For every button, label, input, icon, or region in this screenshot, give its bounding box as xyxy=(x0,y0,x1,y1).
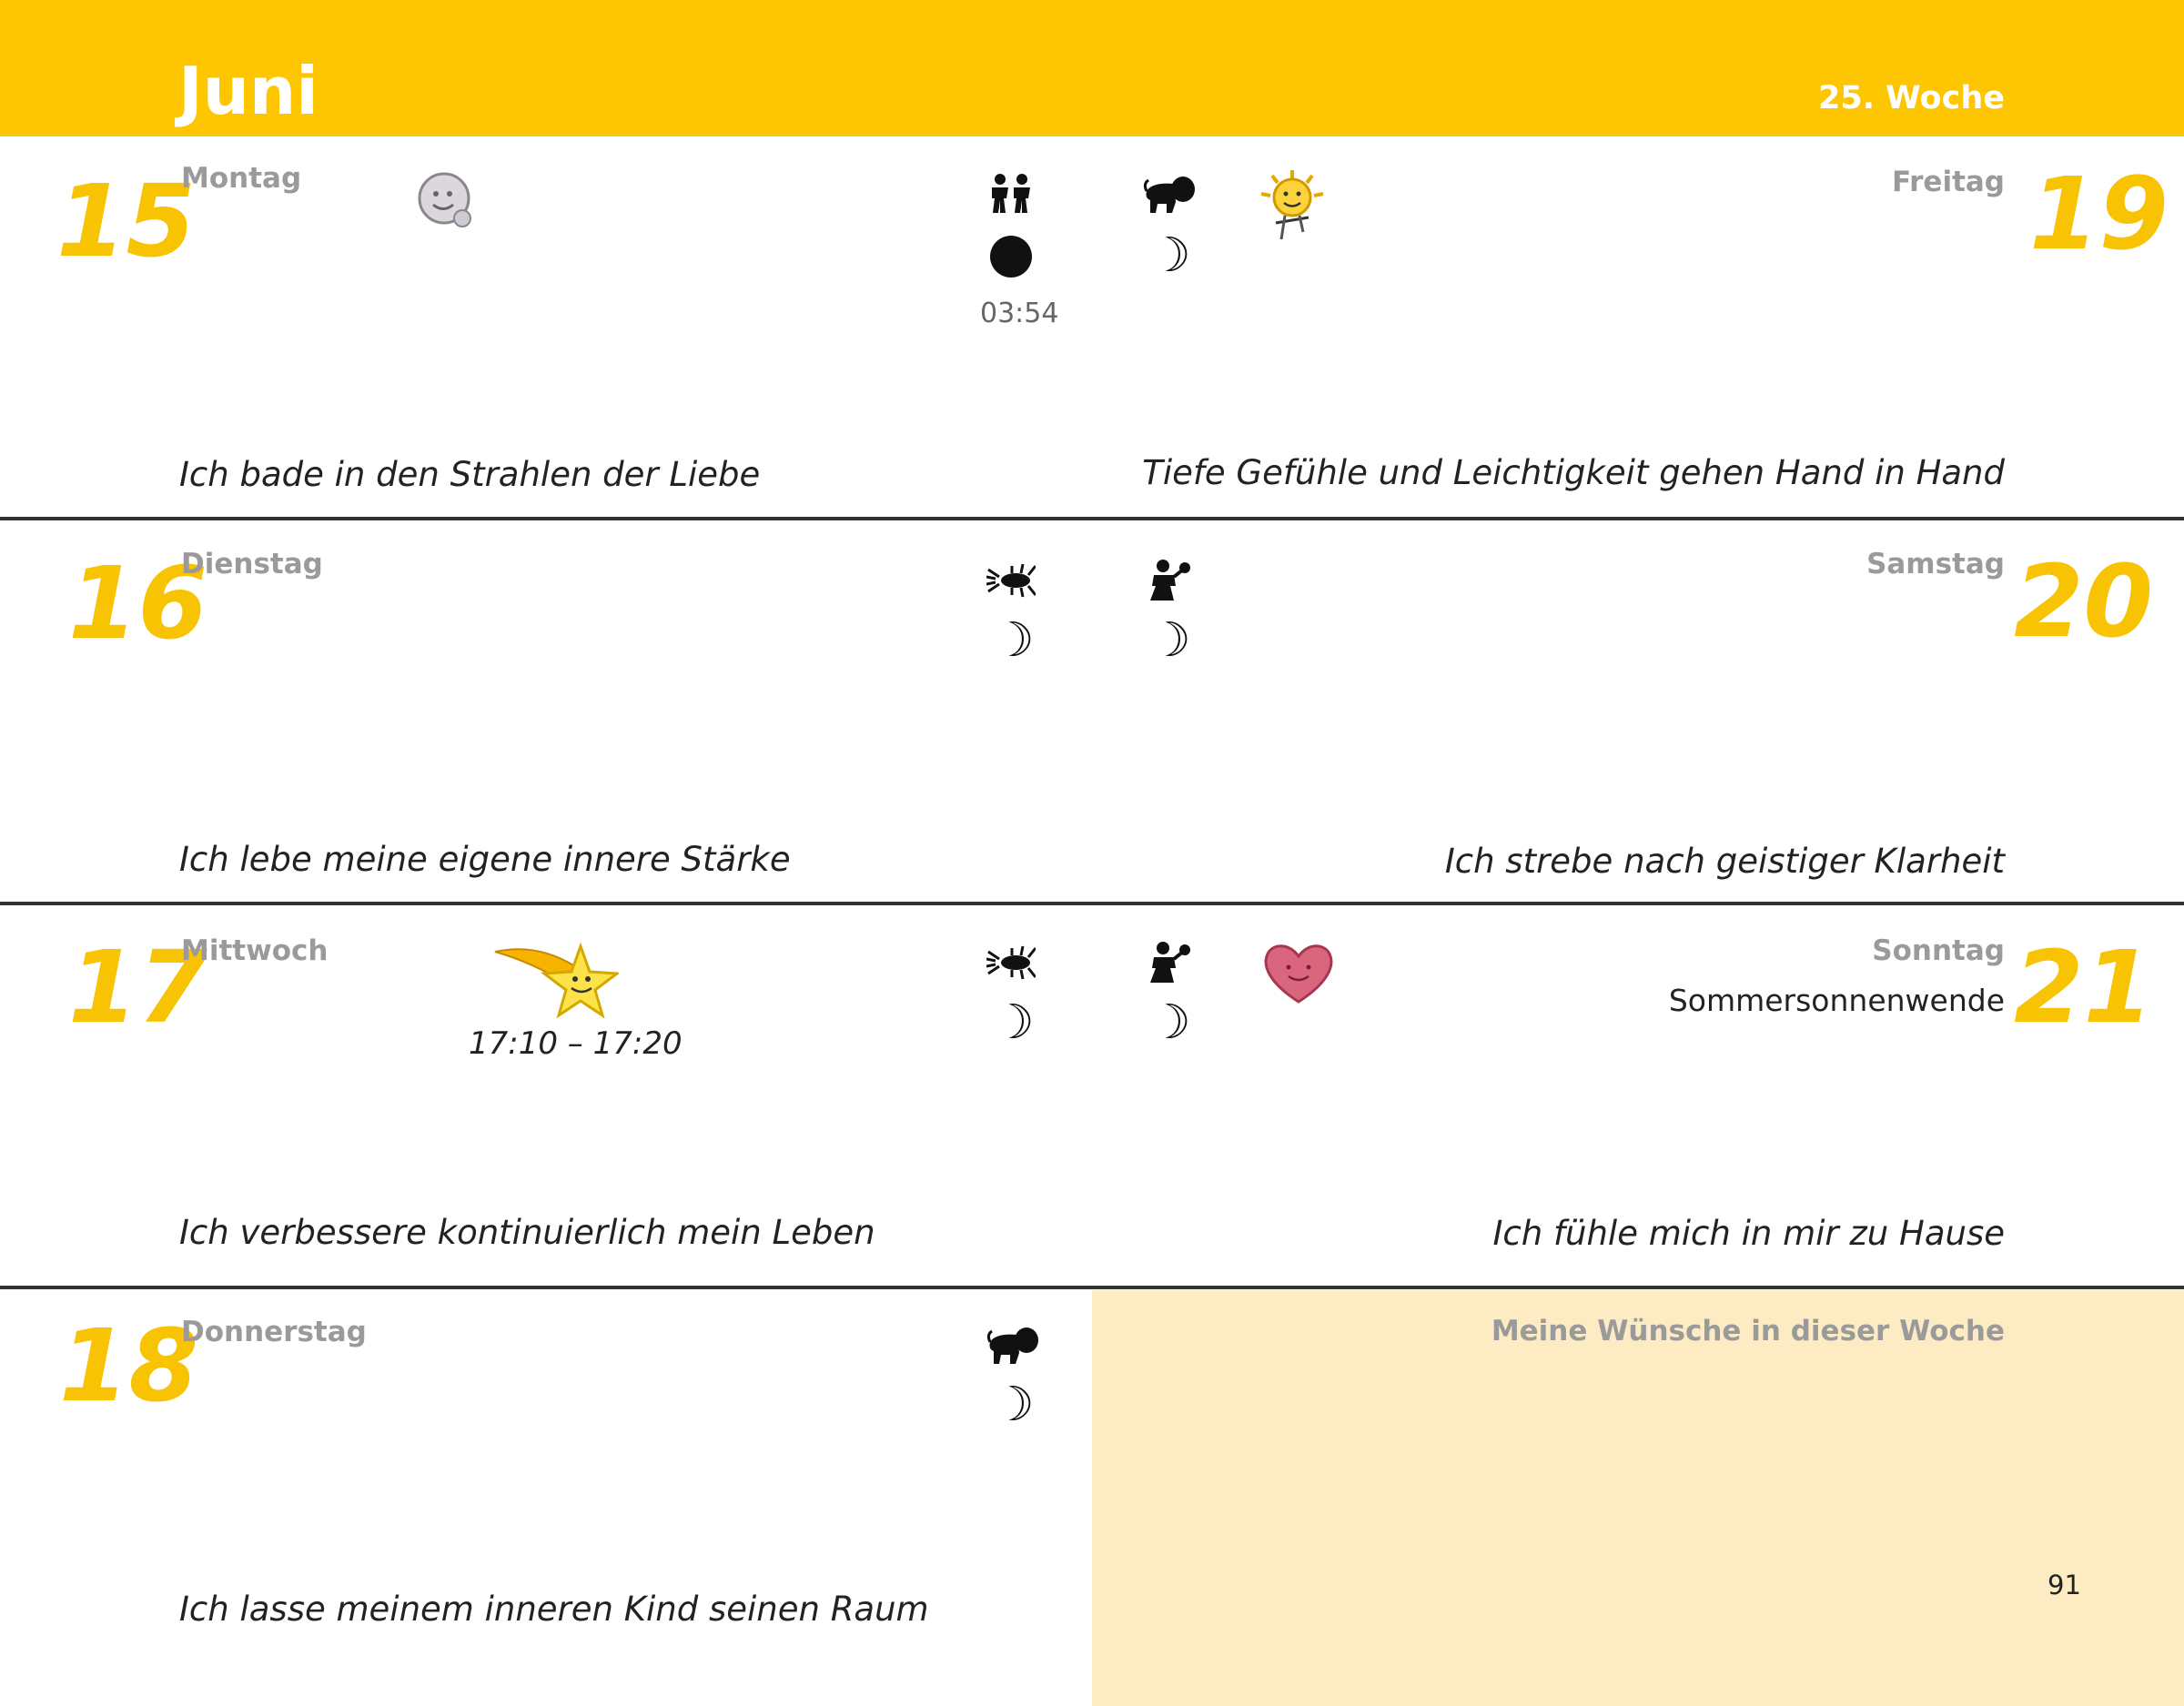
affirmation-day-18: Ich lasse meinem inneren Kind seinen Raum xyxy=(179,1590,929,1629)
day-number-18: 18 xyxy=(59,1307,199,1424)
crescent-moon-icon: ☽ xyxy=(992,995,1035,1050)
month-header-bar xyxy=(0,0,2184,136)
heart-icon xyxy=(1261,940,1336,1005)
new-moon-time: 03:54 xyxy=(980,298,1059,329)
day-number-21: 21 xyxy=(2014,929,2154,1045)
affirmation-day-21: Ich fühle mich in mir zu Hause xyxy=(1492,1214,2005,1253)
moon-face-icon xyxy=(417,171,475,233)
day-name-sonntag: Sonntag xyxy=(1872,934,2005,967)
affirmation-day-17: Ich verbessere kontinuierlich mein Leben xyxy=(179,1213,875,1252)
cancer-icon xyxy=(986,943,1036,983)
leo-icon xyxy=(1143,173,1192,213)
week-number: 25. Woche xyxy=(1818,80,2005,116)
shooting-star-time: 17:10 – 17:20 xyxy=(469,1025,682,1062)
leo-icon xyxy=(986,1324,1036,1364)
page-number: 91 xyxy=(2048,1570,2081,1600)
day-number-17: 17 xyxy=(68,929,208,1045)
month-title: Juni xyxy=(178,53,318,129)
affirmation-day-15: Ich bade in den Strahlen der Liebe xyxy=(179,455,761,494)
day-number-16: 16 xyxy=(68,545,208,661)
day-number-15: 15 xyxy=(56,163,197,279)
crescent-moon-icon: ☽ xyxy=(1148,613,1191,668)
affirmation-day-19: Tiefe Gefühle und Leichtigkeit gehen Hand in Hand xyxy=(1142,453,2005,492)
holiday-label: Sommersonnenwende xyxy=(1668,983,2005,1018)
gemini-icon xyxy=(986,173,1036,213)
crescent-moon-icon: ☽ xyxy=(992,1378,1035,1432)
day-number-20: 20 xyxy=(2014,543,2154,660)
row-divider xyxy=(0,517,2184,520)
virgo-icon xyxy=(1147,559,1196,599)
row-divider xyxy=(0,1286,2184,1289)
crescent-moon-icon: ☽ xyxy=(1148,228,1191,283)
row-divider xyxy=(0,902,2184,905)
wishes-panel xyxy=(1092,1290,2184,1706)
sun-runner-icon xyxy=(1258,167,1334,243)
wishes-title: Meine Wünsche in dieser Woche xyxy=(1491,1315,2005,1348)
day-name-samstag: Samstag xyxy=(1866,548,2005,580)
affirmation-day-16: Ich lebe meine eigene innere Stärke xyxy=(179,840,791,879)
day-number-19: 19 xyxy=(2029,156,2169,272)
virgo-icon xyxy=(1147,941,1196,981)
crescent-moon-icon: ☽ xyxy=(1148,995,1191,1050)
day-name-montag: Montag xyxy=(181,162,302,195)
day-name-mittwoch: Mittwoch xyxy=(181,934,329,967)
shooting-star-icon xyxy=(491,939,619,1019)
crescent-moon-icon: ☽ xyxy=(992,613,1035,668)
day-name-dienstag: Dienstag xyxy=(181,548,323,580)
day-name-freitag: Freitag xyxy=(1891,166,2005,198)
cancer-icon xyxy=(986,560,1036,601)
day-name-donnerstag: Donnerstag xyxy=(181,1316,367,1348)
new-moon-icon xyxy=(990,236,1032,278)
affirmation-day-20: Ich strebe nach geistiger Klarheit xyxy=(1444,842,2005,881)
